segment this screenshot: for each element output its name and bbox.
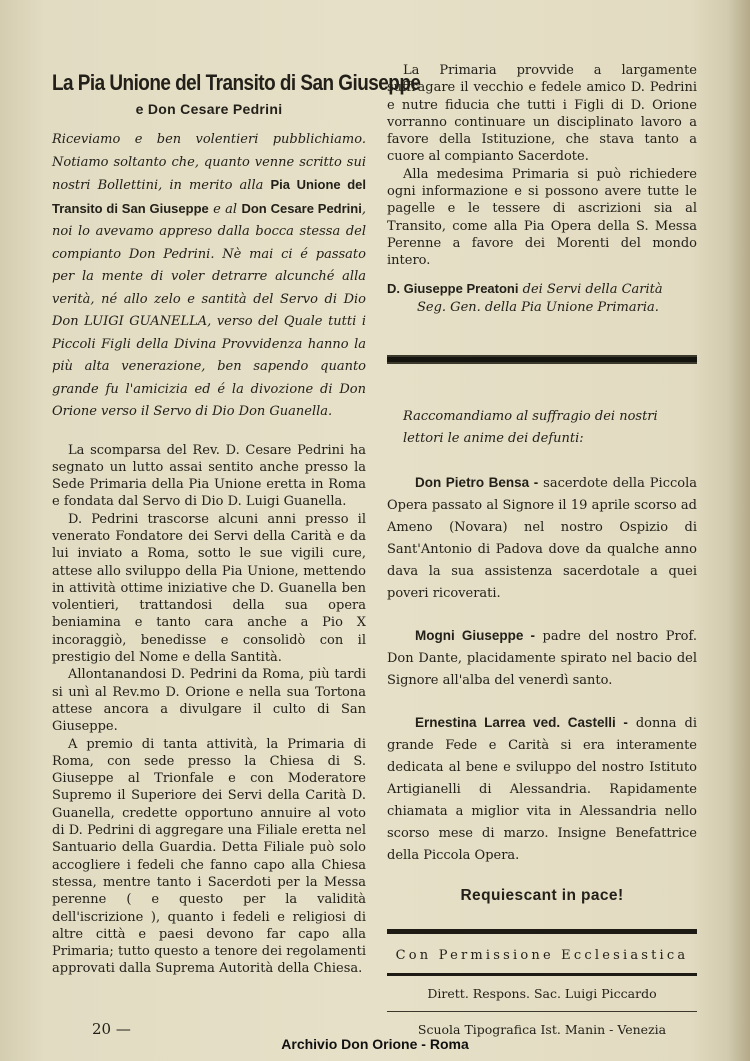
paragraph: La Primaria provvide a largamente suffragare il vecchio e fedele amico D. Pedrini e nutre fiducia che tutti i Figli di D. Orione vorranno continuare un disciplinato lavoro a favore della Istituzione, che stava tanto a cuore al compianto Sacerdote. xyxy=(387,63,697,165)
signer-name: D. Giuseppe Preatoni xyxy=(387,280,519,296)
obituary-text: padre del nostro Prof. Don Dante, placidamente spirato nel bacio del Signore all'alba del venerdì santo. xyxy=(387,628,697,688)
signer-title: Seg. Gen. della Pia Unione Primaria. xyxy=(417,299,659,315)
article-title: La Pia Unione del Transito di San Giuseppe xyxy=(52,70,421,95)
paragraph: A premio di tanta attività, la Primaria di Roma, con sede presso la Chiesa di S. Giuseppe al Trionfale e con Moderatore Supremo il Superiore dei Servi della Carità D. Guanella, credette opportuno annuire al voto di D. Pedrini di aggregare una Filiale eretta nel Santuario della Guardia. Detta Filiale può solo accogliere i fedeli che fanno capo alla Chiesa stessa, mentre tanto i Sacerdoti per la Messa perenne ( e questo per la validità dell'iscrizione ), quanto i fedeli e religiosi di altre città e paesi devono far capo alla Primaria; tutto questo a tenore dei regolamenti approvati dalla Suprema Autorità della Chiesa. xyxy=(52,736,366,977)
obituary-list xyxy=(387,472,697,867)
obituary-entry xyxy=(387,712,697,867)
obituary-text: sacerdote della Piccola Opera passato al Signore il 19 aprile scorso ad Ameno (Novara) nel nostro Ospizio di Sant'Antonio di Padova dove da qualche anno dava la sua assistenza sacerdotale a quei poveri ricoverati. xyxy=(387,475,697,601)
article-continuation xyxy=(387,62,697,270)
deceased-name: Mogni Giuseppe - xyxy=(415,627,536,643)
signature-line xyxy=(387,280,697,299)
divider-rule xyxy=(387,973,697,976)
page-fold-shadow xyxy=(728,0,750,1061)
requiescant-line: Requiescant in pace! xyxy=(460,886,624,904)
paragraph: Allontanandosi D. Pedrini da Roma, più tardi si unì al Rev.mo D. Orione e nella sua Tortona attese ancora a divulgare il culto di San Giuseppe. xyxy=(52,667,366,735)
paragraph: D. Pedrini trascorse alcuni anni presso il venerato Fondatore dei Servi della Carità e da lui inviato a Roma, sotto le sue vigili cure, attese allo sviluppo della Pia Unione, mettendo in attività ottime iniziative che D. Guanella ben volentieri, trattandosi della sua opera beniamina e tanto cara anche a Pio X incoraggiò, benedisse e consolidò con il prestigio del Nome e della Santità. xyxy=(52,511,366,666)
left-column xyxy=(52,62,421,978)
section-divider xyxy=(387,355,697,364)
obituary-text: donna di grande Fede e Carità si era interamente dedicata al bene e sviluppo del nostro Istituto Artigianelli di Alessandria. Rapidamente chiamata a miglior vita in Alessandria nello scorso mese di marzo. Insigne Benefattrice della Piccola Opera. xyxy=(387,715,697,863)
editorial-note xyxy=(52,129,366,424)
paragraph: Alla medesima Primaria si può richiedere ogni informazione e si possono avere tutte le pagelle e le tessere di ascrizioni sia al Transito, come alla Pia Opera della S. Messa Perenne a favore dei Morenti del mondo intero. xyxy=(387,166,697,269)
divider-rule xyxy=(387,1011,697,1012)
deceased-name: Ernestina Larrea ved. Castelli - xyxy=(415,714,628,730)
article-subtitle: e Don Cesare Pedrini xyxy=(135,101,283,117)
signature-block xyxy=(387,280,697,317)
responsible-director: Dirett. Respons. Sac. Luigi Piccardo xyxy=(427,985,657,1001)
ecclesiastical-permission: Con Permissione Ecclesiastica xyxy=(395,947,689,963)
prayer-request: Raccomandiamo al suffragio dei nostri lettori le anime dei defunti: xyxy=(403,408,658,446)
obituary-entry xyxy=(387,472,697,605)
printer-credit: Scuola Tipografica Ist. Manin - Venezia xyxy=(417,1021,667,1037)
deceased-name: Don Pietro Bensa - xyxy=(415,474,539,490)
obituary-entry xyxy=(387,625,697,692)
intro-part-1: Riceviamo e ben volentieri pubblichiamo. Notiamo soltanto che, quanto venne scritto sui nostri Bollettini, in merito alla xyxy=(52,132,366,193)
paragraph: La scomparsa del Rev. D. Cesare Pedrini ha segnato un lutto assai sentito anche presso la Sede Primaria della Pia Unione eretta in Roma e fondata dal Servo di Dio D. Luigi Guanella. xyxy=(52,442,366,510)
intro-bold-1: Pia Unione del Transito di San Giuseppe xyxy=(52,177,366,216)
archive-footer: Archivio Don Orione - Roma xyxy=(281,1036,469,1052)
intro-part-2: e al xyxy=(208,201,242,217)
divider-rule xyxy=(387,929,697,934)
article-body xyxy=(52,442,366,978)
page-number: 20 — xyxy=(92,1020,131,1038)
right-column xyxy=(387,62,697,1037)
signer-role: dei Servi della Carità xyxy=(518,281,663,297)
intro-bold-2: Don Cesare Pedrini xyxy=(241,200,362,216)
intro-part-3: , noi lo avevamo appreso dalla bocca stessa del compianto Don Pedrini. Nè mai ci é passato per la mente di voler detrarre alcunché alla verità, né allo zelo e santità del Servo di Dio Don LUIGI GUANELLA, verso del Quale tutti i Piccoli Figli della Divina Provvidenza hanno la più alta venerazione, ben sapendo quanto grande fu l'amicizia ed é la divozione di Don Orione verso il Servo di Dio Don Guanella. xyxy=(52,201,366,419)
